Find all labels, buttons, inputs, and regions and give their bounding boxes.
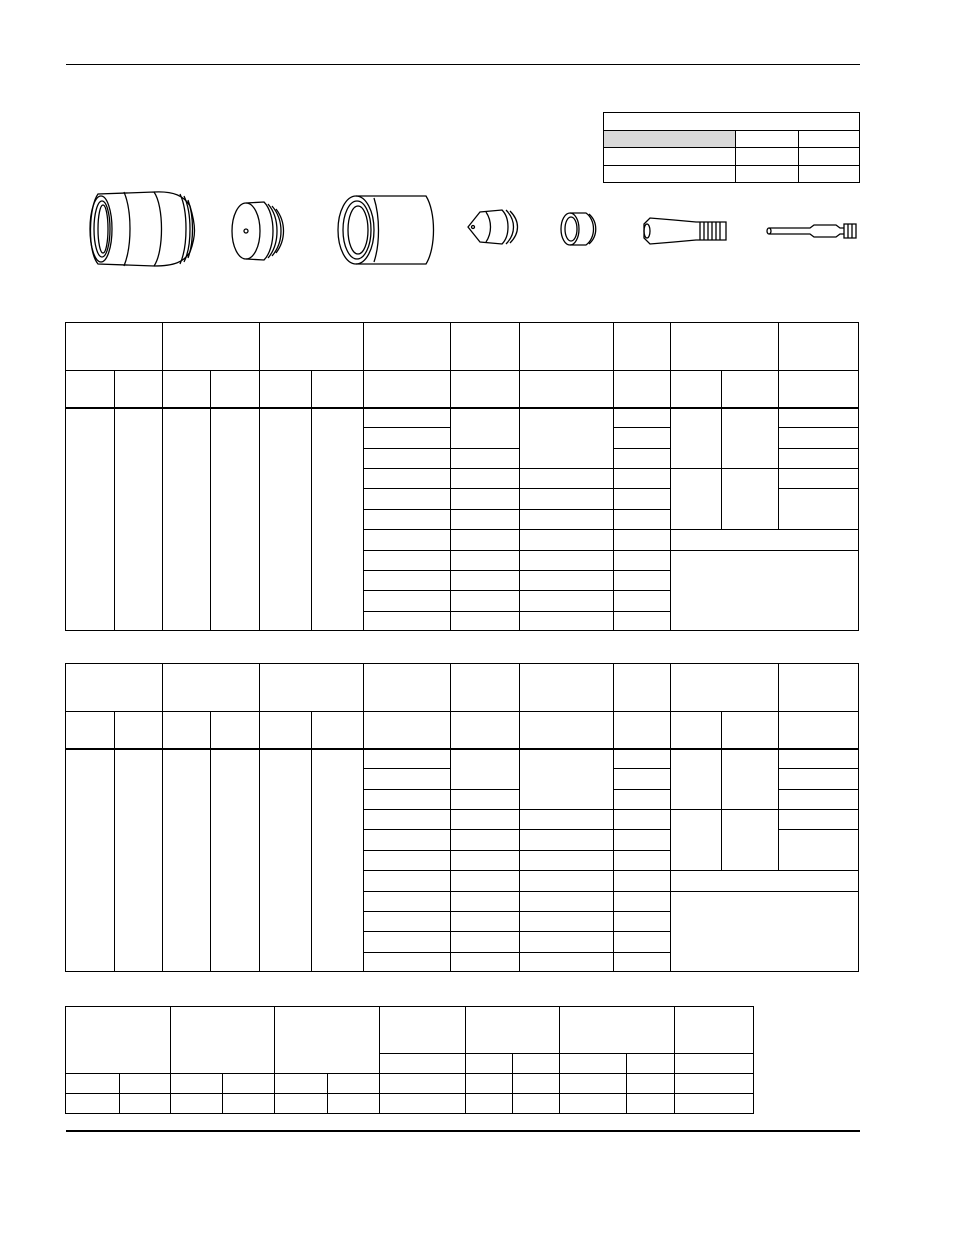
shield-icon bbox=[84, 186, 199, 272]
retaining-cap-icon bbox=[334, 192, 438, 268]
water-tube-icon bbox=[764, 220, 860, 242]
header-table bbox=[603, 112, 860, 183]
process-table-2 bbox=[65, 663, 859, 972]
process-table-1 bbox=[65, 322, 859, 631]
electrode-icon bbox=[640, 214, 732, 248]
top-rule bbox=[66, 64, 860, 65]
nozzle-icon bbox=[466, 206, 522, 248]
summary-table bbox=[65, 1006, 754, 1114]
swirl-ring-icon bbox=[558, 210, 600, 248]
bottom-rule bbox=[66, 1130, 860, 1132]
shield-cap-icon bbox=[228, 198, 288, 264]
